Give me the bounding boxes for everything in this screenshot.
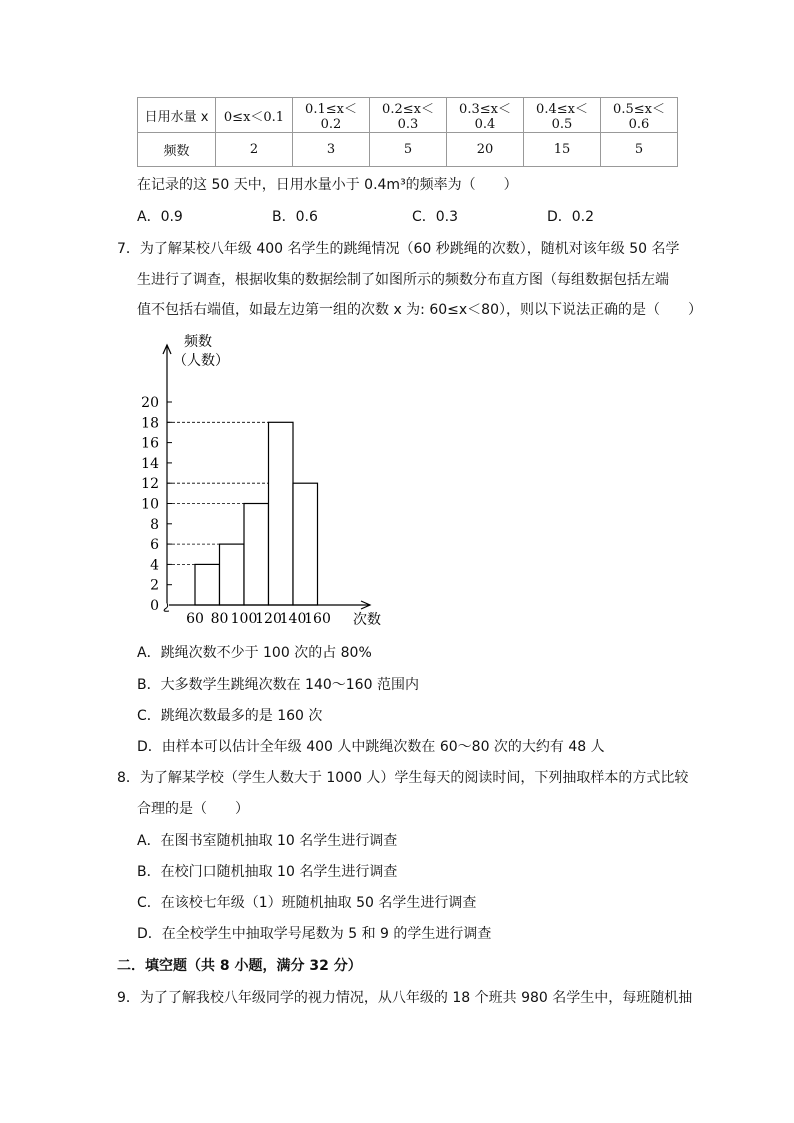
y-tick-label: 6 xyxy=(150,537,159,554)
q8-stem-line1: 8．为了解某学校（学生人数大于 1000 人）学生每天的阅读时间，下列抽取样本的方式比较 xyxy=(117,770,689,786)
x-tick-label: 100 xyxy=(230,611,258,627)
q6-stem: 在记录的这 50 天中，日用水量小于 0.4m³的频率为（ ） xyxy=(137,177,518,193)
axis-break-mark xyxy=(164,603,169,611)
q8-option-a: A．在图书室随机抽取 10 名学生进行调查 xyxy=(137,833,398,849)
q6-option-c: C．0.3 xyxy=(412,209,459,225)
q8-option-b: B．在校门口随机抽取 10 名学生进行调查 xyxy=(137,864,398,880)
y-tick-label: 12 xyxy=(141,476,159,493)
table-row xyxy=(138,133,678,167)
frequency-cell: 5 xyxy=(601,133,678,167)
histogram-bar xyxy=(269,422,294,605)
y-axis-label-line2: （人数） xyxy=(173,353,229,369)
histogram-bar xyxy=(244,504,269,606)
y-tick-label: 20 xyxy=(141,395,159,411)
x-tick-label: 80 xyxy=(210,611,229,627)
q6-option-a: A．0.9 xyxy=(137,209,183,225)
interval-cell: 0.5≤x＜0.6 xyxy=(601,98,678,133)
table-header-water: 日用水量 x xyxy=(138,98,216,133)
y-tick-label: 8 xyxy=(150,516,159,533)
histogram-bar xyxy=(195,564,220,605)
q8-option-d: D．在全校学生中抽取学号尾数为 5 和 9 的学生进行调查 xyxy=(137,926,492,942)
q7-stem-line1: 7．为了解某校八年级 400 名学生的跳绳情况（60 秒跳绳的次数），随机对该年级 50 名学 xyxy=(117,241,680,257)
q7-option-c: C．跳绳次数最多的是 160 次 xyxy=(137,708,323,724)
q6-option-b: B．0.6 xyxy=(272,209,318,225)
q7-option-b: B．大多数学生跳绳次数在 140～160 范围内 xyxy=(137,677,419,693)
histogram-bar xyxy=(220,544,245,605)
frequency-cell: 15 xyxy=(524,133,601,167)
section-title: 二．填空题（共 8 小题，满分 32 分） xyxy=(117,958,362,974)
x-tick-label: 160 xyxy=(304,611,331,627)
interval-cell: 0.2≤x＜0.3 xyxy=(370,98,447,133)
q7-option-d: D．由样本可以估计全年级 400 人中跳绳次数在 60～80 次的大约有 48 人 xyxy=(137,739,605,755)
interval-cell: 0.4≤x＜0.5 xyxy=(524,98,601,133)
frequency-cell: 2 xyxy=(216,133,293,167)
q9-stem-line1: 9．为了了解我校八年级同学的视力情况，从八年级的 18 个班共 980 名学生中，每班随机抽 xyxy=(117,990,693,1006)
x-tick-label: 140 xyxy=(279,611,307,627)
histogram-bar xyxy=(293,483,318,605)
q7-stem-line2: 生进行了调查，根据收集的数据绘制了如图所示的频数分布直方图（每组数据包括左端 xyxy=(137,272,669,288)
q8-option-c: C．在该校七年级（1）班随机抽取 50 名学生进行调查 xyxy=(137,895,477,911)
frequency-cell: 3 xyxy=(293,133,370,167)
q6-option-d: D．0.2 xyxy=(547,209,595,225)
histogram-chart xyxy=(137,330,397,630)
y-tick-label: 16 xyxy=(141,435,159,452)
y-tick-label: 14 xyxy=(141,455,159,472)
table-row xyxy=(138,98,678,133)
interval-cell: 0.1≤x＜0.2 xyxy=(293,98,370,133)
y-axis-label-line1: 频数 xyxy=(184,334,212,350)
y-tick-label: 4 xyxy=(150,557,159,574)
interval-cell: 0≤x＜0.1 xyxy=(216,98,293,133)
frequency-cell: 20 xyxy=(447,133,524,167)
frequency-cell: 5 xyxy=(370,133,447,167)
y-tick-label: 0 xyxy=(150,598,159,614)
q7-stem-line3: 值不包括右端值，如最左边第一组的次数 x 为: 60≤x＜80），则以下说法正确的是（ ） xyxy=(137,302,702,318)
q8-stem-line2: 合理的是（ ） xyxy=(137,801,249,817)
table-header-frequency: 频数 xyxy=(138,133,216,167)
interval-cell: 0.3≤x＜0.4 xyxy=(447,98,524,133)
y-tick-label: 18 xyxy=(141,415,159,432)
q7-option-a: A．跳绳次数不少于 100 次的占 80% xyxy=(137,645,372,661)
y-tick-label: 2 xyxy=(150,577,159,594)
x-axis-label: 次数 xyxy=(353,612,381,628)
y-tick-label: 10 xyxy=(141,496,159,513)
x-tick-label: 120 xyxy=(255,611,282,627)
water-usage-table xyxy=(137,97,678,167)
x-tick-label: 60 xyxy=(186,611,204,627)
